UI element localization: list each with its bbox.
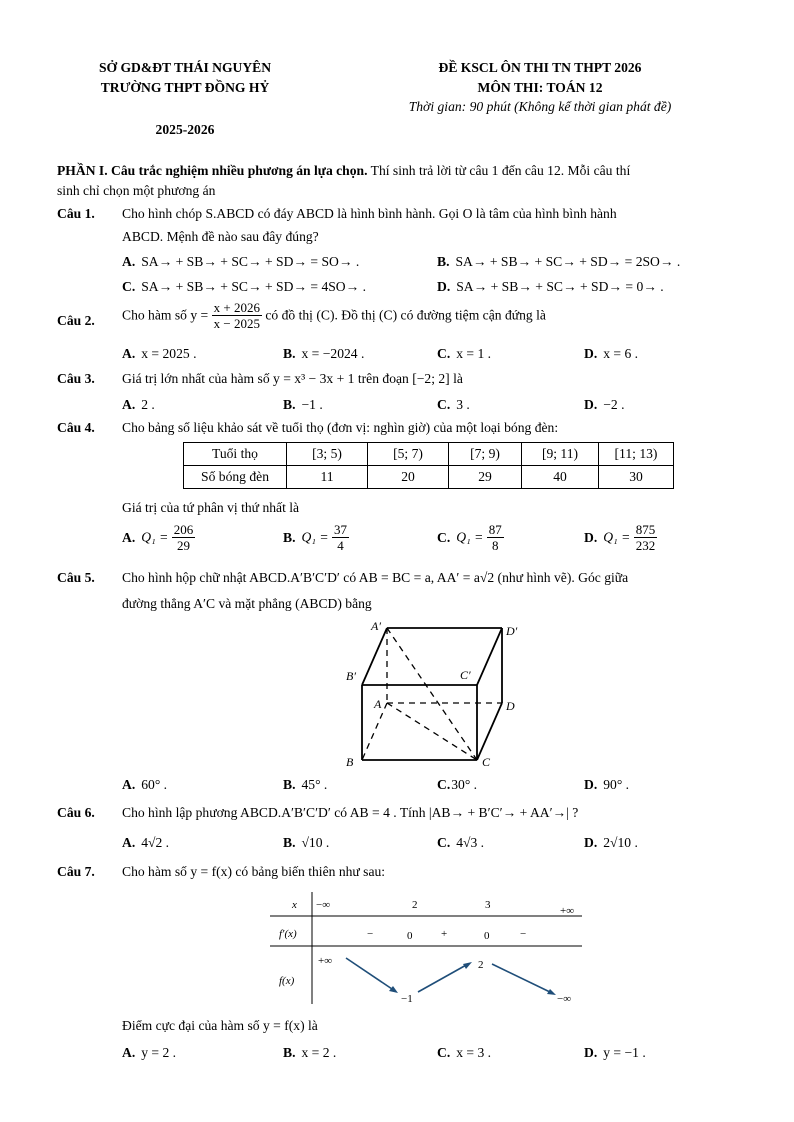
q5-option-b[interactable]: B. 45° . <box>283 777 328 792</box>
q5-label: Câu 5. <box>57 570 95 585</box>
q6-text: Cho hình lập phương ABCD.A′B′C′D′ có AB = 4 . Tính |AB→ + B′C′→ + AA′→| ? <box>122 805 579 820</box>
q4-option-a[interactable]: A. Q₁ = $\frac{206}{29}$ <box>122 522 194 553</box>
vt-arrowhead <box>547 989 556 995</box>
q7-ask: Điểm cực đại của hàm số y = f(x) là <box>122 1018 318 1033</box>
vt-sign: − <box>520 928 527 940</box>
vertex-label: C <box>482 755 491 769</box>
q2-option-a[interactable]: A. x = 2025 . <box>122 346 197 361</box>
table-cell: 20 <box>368 466 449 489</box>
vt-f-value: −1 <box>401 993 413 1005</box>
exam-subject: MÔN THI: TOÁN 12 <box>477 80 603 95</box>
part-title: PHẦN I. Câu trắc nghiệm nhiều phương án lựa chọn. <box>57 163 368 178</box>
vt-sign: − <box>367 928 374 940</box>
part-desc-2: sinh chỉ chọn một phương án <box>57 183 216 198</box>
q7-option-c[interactable]: C. x = 3 . <box>437 1045 492 1060</box>
q2-text: Cho hàm số y = $\frac{x + 2026}{x - 2025}$ có đồ thị (C). Đồ thị (C) có đường tiệm cận đứng là <box>122 300 546 331</box>
table-header: Tuổi thọ <box>184 443 287 466</box>
variation-table <box>270 892 590 1010</box>
edge-ab-hidden <box>362 703 387 760</box>
part-desc: Thí sinh trả lời từ câu 1 đến câu 12. Mỗi câu thí <box>367 163 631 178</box>
vt-sign: 0 <box>407 930 413 942</box>
vt-f-value: 2 <box>478 959 484 971</box>
vertex-label: A <box>374 697 382 711</box>
q1-option-b[interactable]: B. SA→ + SB→ + SC→ + SD→ = 2SO→ . <box>437 254 681 269</box>
vertex-label: D′ <box>506 624 518 638</box>
q3-option-c[interactable]: C. 3 . <box>437 397 470 412</box>
q2-label: Câu 2. <box>57 313 95 328</box>
vt-arrow-up <box>418 964 468 992</box>
q1-text: Cho hình chóp S.ABCD có đáy ABCD là hình bình hành. Gọi O là tâm của hình bình hành <box>122 206 617 221</box>
table-row <box>184 466 674 489</box>
q6-option-d[interactable]: D. 2√10 . <box>584 835 638 850</box>
vt-x-value: +∞ <box>560 905 575 917</box>
q2-option-d[interactable]: D. x = 6 . <box>584 346 639 361</box>
table-cell: [11; 13) <box>599 443 674 466</box>
q2-option-b[interactable]: B. x = −2024 . <box>283 346 365 361</box>
table-cell: 40 <box>522 466 599 489</box>
table-cell: 30 <box>599 466 674 489</box>
box-figure <box>340 618 530 773</box>
table-cell: [3; 5) <box>287 443 368 466</box>
q3-option-a[interactable]: A. 2 . <box>122 397 155 412</box>
vertex-label: A′ <box>371 619 381 633</box>
vertex-label: B′ <box>346 669 356 683</box>
q1-option-d[interactable]: D. SA→ + SB→ + SC→ + SD→ = 0→ . <box>437 279 664 294</box>
exam-time: Thời gian: 90 phút (Không kể thời gian phát đề) <box>408 99 672 114</box>
table-header: Số bóng đèn <box>184 466 287 489</box>
table-cell: [7; 9) <box>449 443 522 466</box>
q6-option-c[interactable]: C. 4√3 . <box>437 835 485 850</box>
vt-x-label: x <box>292 899 297 911</box>
edge-dc <box>477 703 502 760</box>
q7-label: Câu 7. <box>57 864 95 879</box>
exam-title: ĐỀ KSCL ÔN THI TN THPT 2026 <box>438 60 642 75</box>
vt-sign: 0 <box>484 930 490 942</box>
q5-text: Cho hình hộp chữ nhật ABCD.A′B′C′D′ có AB = BC = a, AA′ = a√2 (như hình vẽ). Góc giữa <box>122 570 629 585</box>
q7-option-a[interactable]: A. y = 2 . <box>122 1045 177 1060</box>
header-department: SỞ GD&ĐT THÁI NGUYÊN <box>98 60 272 75</box>
q3-option-b[interactable]: B. −1 . <box>283 397 323 412</box>
q3-option-d[interactable]: D. −2 . <box>584 397 625 412</box>
q4-label: Câu 4. <box>57 420 95 435</box>
q6-option-b[interactable]: B. √10 . <box>283 835 330 850</box>
vt-arrow-down <box>492 964 552 993</box>
q1-text-2: ABCD. Mệnh đề nào sau đây đúng? <box>122 229 319 244</box>
header-school: TRƯỜNG THPT ĐỒNG HỶ <box>100 80 270 95</box>
q4-option-b[interactable]: B. Q₁ = $\frac{37}{4}$ <box>283 522 347 553</box>
vt-f-label: f(x) <box>279 975 295 987</box>
q4-text: Cho bảng số liệu khảo sát về tuổi thọ (đơn vị: nghìn giờ) của một loại bóng đèn: <box>122 420 559 435</box>
vertex-label: D <box>506 699 515 713</box>
q3-text: Giá trị lớn nhất của hàm số y = x³ − 3x + 1 trên đoạn [−2; 2] là <box>122 371 463 386</box>
table-cell: [5; 7) <box>368 443 449 466</box>
q4-option-c[interactable]: C. Q₁ = $\frac{87}{8}$ <box>437 522 502 553</box>
vertex-label: B <box>346 755 354 769</box>
q6-option-a[interactable]: A. 4√2 . <box>122 835 170 850</box>
vertex-label: C′ <box>460 668 471 682</box>
vt-arrowhead <box>463 962 472 969</box>
q2-option-c[interactable]: C. x = 1 . <box>437 346 492 361</box>
q7-option-d[interactable]: D. y = −1 . <box>584 1045 646 1060</box>
q5-option-c[interactable]: C.30° . <box>437 777 478 792</box>
table-row <box>184 443 674 466</box>
q1-label: Câu 1. <box>57 206 95 221</box>
vt-arrow-down <box>346 958 395 991</box>
q5-option-a[interactable]: A. 60° . <box>122 777 168 792</box>
vt-x-value: −∞ <box>316 899 331 911</box>
diagonal-a1c-hidden <box>387 628 477 760</box>
q7-text: Cho hàm số y = f(x) có bảng biến thiên như sau: <box>122 864 386 879</box>
q4-data-table <box>183 442 674 489</box>
table-cell: [9; 11) <box>522 443 599 466</box>
vt-fp-label: f′(x) <box>279 928 297 940</box>
q2-fraction: $\frac{x + 2026}{x - 2025}$ <box>213 300 260 331</box>
edge-d1c1 <box>477 628 502 685</box>
q1-option-a[interactable]: A. SA→ + SB→ + SC→ + SD→ = SO→ . <box>122 254 360 269</box>
edge-a1b1 <box>362 628 387 685</box>
part-heading <box>57 163 630 179</box>
table-cell: 29 <box>449 466 522 489</box>
q4-option-d[interactable]: D. Q₁ = $\frac{875}{232}$ <box>584 522 656 553</box>
q5-text-2: đường thẳng A′C và mặt phẳng (ABCD) bằng <box>122 596 372 611</box>
q1-option-c[interactable]: C. SA→ + SB→ + SC→ + SD→ = 4SO→ . <box>122 279 367 294</box>
header-year: 2025-2026 <box>155 122 215 137</box>
q5-option-d[interactable]: D. 90° . <box>584 777 630 792</box>
q6-label: Câu 6. <box>57 805 95 820</box>
vt-x-value: 3 <box>485 899 491 911</box>
vt-sign: + <box>441 928 448 940</box>
q4-ask: Giá trị của tứ phân vị thứ nhất là <box>122 500 300 515</box>
diagonal-ac-hidden <box>387 703 477 760</box>
vt-f-value: −∞ <box>557 993 572 1005</box>
q3-label: Câu 3. <box>57 371 95 386</box>
vt-f-value: +∞ <box>318 955 333 967</box>
table-cell: 11 <box>287 466 368 489</box>
vt-x-value: 2 <box>412 899 418 911</box>
q7-option-b[interactable]: B. x = 2 . <box>283 1045 337 1060</box>
